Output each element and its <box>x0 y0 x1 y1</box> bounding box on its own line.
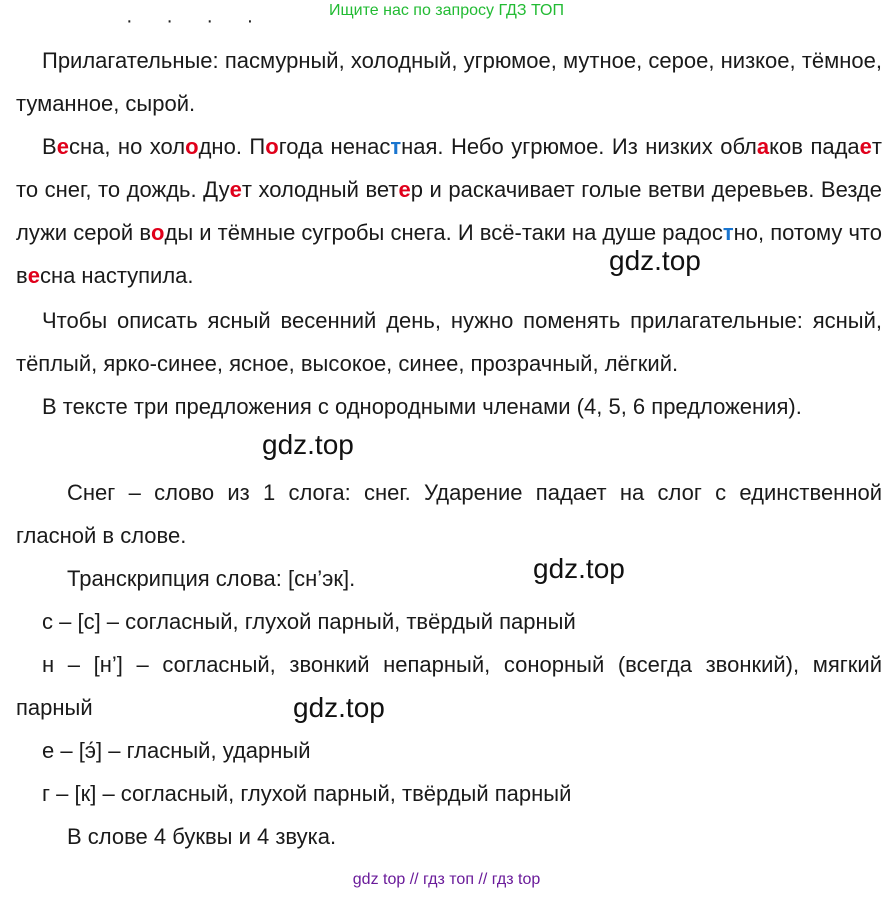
text-segment: ков пада <box>769 134 860 159</box>
text-segment: с <box>379 134 391 159</box>
text-segment: ная. Небо угрюмое. Из низких обл <box>401 134 757 159</box>
letter-n-paragraph: н – [н’] – согласный, звонкий непарный, сонорный (всегда звонкий), мягкий парный <box>16 652 882 720</box>
watermark-2: gdz.top <box>262 429 354 460</box>
text-segment: р и раскачивает голые ветви деревьев. Везде лужи серой в <box>16 177 882 245</box>
highlighted-letter: а <box>756 134 770 159</box>
text-segment: В <box>42 134 57 159</box>
highlighted-letter: е <box>859 134 872 159</box>
text-segment: но, потому что в <box>16 220 882 288</box>
homogeneous-paragraph: В тексте три предложения с однородными членами (4, 5, 6 предложения). <box>42 394 802 419</box>
text-segment: дно. П <box>198 134 266 159</box>
spring-text-paragraph <box>16 125 882 297</box>
letter-s-line: с – [с] – согласный, глухой парный, твёрдый парный <box>42 609 576 634</box>
text-segment: т холодный вет <box>241 177 399 202</box>
dots-decoration: · · · · <box>126 10 268 32</box>
letters-count-line: В слове 4 буквы и 4 звука. <box>67 824 337 849</box>
adjectives-paragraph: Прилагательные: пасмурный, холодный, угрюмое, мутное, серое, низкое, тёмное, туманное, сырой. <box>16 48 882 116</box>
text-segment: ды и тёмные сугробы снега. И всё-таки на душе радос <box>164 220 723 245</box>
footer-links[interactable]: gdz top // гдз топ // гдз top <box>352 871 541 888</box>
bright-day-paragraph: Чтобы описать ясный весенний день, нужно поменять прилагательные: ясный, тёплый, ярко-синее, ясное, высокое, синее, прозрачный, лёгкий. <box>16 308 882 376</box>
watermark-4: gdz.top <box>293 692 385 723</box>
highlighted-letter: е <box>27 263 40 288</box>
text-segment: сна, но хол <box>68 134 186 159</box>
text-segment: сна наступила. <box>39 263 194 288</box>
highlighted-letter: т <box>390 134 402 159</box>
sneg-paragraph: Снег – слово из 1 слога: снег. Ударение падает на слог с единственной гласной в слове. <box>16 480 882 548</box>
highlighted-letter: о <box>151 220 165 245</box>
highlighted-letter: е <box>56 134 69 159</box>
highlighted-letter: о <box>185 134 199 159</box>
text-segment: т то снег, то дождь. Ду <box>16 134 882 202</box>
watermark-1: gdz.top <box>609 245 701 276</box>
highlighted-letter: т <box>722 220 734 245</box>
letter-e-line: е – [э́] – гласный, ударный <box>42 738 311 763</box>
highlighted-letter: о <box>265 134 279 159</box>
watermark-3: gdz.top <box>533 553 625 584</box>
transcription-line: Транскрипция слова: [сн’эк]. <box>67 566 356 591</box>
highlighted-letter: е <box>229 177 242 202</box>
text-segment: года нена <box>278 134 380 159</box>
letter-g-line: г – [к] – согласный, глухой парный, твёрдый парный <box>42 781 572 806</box>
search-banner[interactable]: Ищите нас по запросу ГДЗ ТОП <box>329 2 564 19</box>
highlighted-letter: е <box>398 177 411 202</box>
